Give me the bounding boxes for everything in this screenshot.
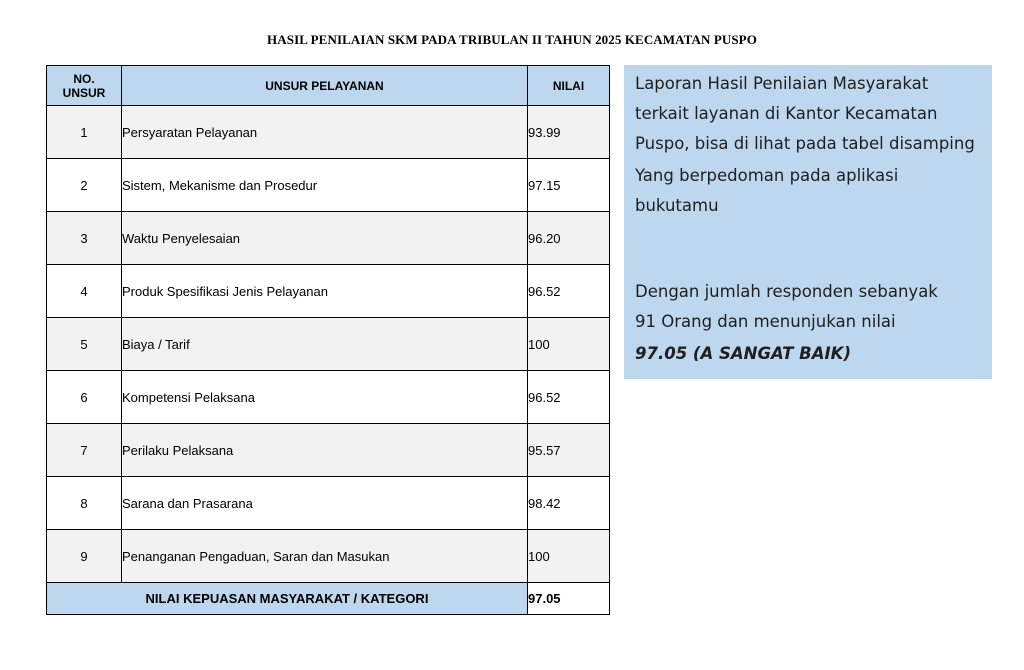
row-no: 2 — [47, 159, 122, 212]
table-row — [47, 212, 610, 265]
row-no: 9 — [47, 530, 122, 583]
row-unsur: Waktu Penyelesaian — [122, 212, 528, 265]
row-nilai: 96.20 — [528, 212, 610, 265]
row-unsur: Produk Spesifikasi Jenis Pelayanan — [122, 265, 528, 318]
summary-paragraph-1 — [635, 69, 992, 159]
row-unsur: Persyaratan Pelayanan — [122, 106, 528, 159]
row-no: 5 — [47, 318, 122, 371]
row-no: 4 — [47, 265, 122, 318]
summary-line-3: Puspo, bisa di lihat pada tabel disamping — [635, 134, 975, 153]
table-row — [47, 265, 610, 318]
summary-line-2: terkait layanan di Kantor Kecamatan — [635, 104, 938, 123]
row-no: 6 — [47, 371, 122, 424]
table-footer-row — [47, 583, 610, 615]
row-no: 7 — [47, 424, 122, 477]
summary-line-1: Laporan Hasil Penilaian Masyarakat — [635, 74, 929, 93]
header-no-line2: UNSUR — [62, 85, 106, 100]
table-row — [47, 424, 610, 477]
table-row — [47, 159, 610, 212]
row-nilai: 96.52 — [528, 371, 610, 424]
row-nilai: 93.99 — [528, 106, 610, 159]
table-row — [47, 530, 610, 583]
table-row — [47, 477, 610, 530]
row-nilai: 100 — [528, 530, 610, 583]
row-no: 3 — [47, 212, 122, 265]
row-unsur: Sistem, Mekanisme dan Prosedur — [122, 159, 528, 212]
summary-line-6: Dengan jumlah responden sebanyak — [635, 282, 938, 301]
summary-box — [624, 65, 992, 379]
header-no-line1: NO. — [73, 71, 95, 86]
summary-line-5: bukutamu — [635, 196, 719, 215]
table-header-row — [47, 66, 610, 106]
row-unsur: Perilaku Pelaksana — [122, 424, 528, 477]
header-nilai: NILAI — [528, 66, 610, 106]
footer-label: NILAI KEPUASAN MASYARAKAT / KATEGORI — [47, 583, 528, 615]
header-unsur-pelayanan: UNSUR PELAYANAN — [122, 66, 528, 106]
row-nilai: 100 — [528, 318, 610, 371]
row-nilai: 96.52 — [528, 265, 610, 318]
row-nilai: 98.42 — [528, 477, 610, 530]
skm-results-table — [46, 65, 610, 615]
table-row — [47, 371, 610, 424]
document-title: HASIL PENILAIAN SKM PADA TRIBULAN II TAHUN 2025 KECAMATAN PUSPO — [267, 32, 757, 47]
summary-score: 97.05 (A SANGAT BAIK) — [635, 344, 851, 363]
table-row — [47, 318, 610, 371]
table-row — [47, 106, 610, 159]
row-unsur: Biaya / Tarif — [122, 318, 528, 371]
summary-paragraph-3 — [635, 277, 992, 337]
row-no: 1 — [47, 106, 122, 159]
row-no: 8 — [47, 477, 122, 530]
summary-line-4: Yang berpedoman pada aplikasi — [635, 166, 899, 185]
row-unsur: Kompetensi Pelaksana — [122, 371, 528, 424]
row-unsur: Penanganan Pengaduan, Saran dan Masukan — [122, 530, 528, 583]
footer-value: 97.05 — [528, 583, 610, 615]
row-nilai: 95.57 — [528, 424, 610, 477]
summary-paragraph-2 — [635, 161, 992, 221]
row-unsur: Sarana dan Prasarana — [122, 477, 528, 530]
header-no-unsur — [47, 66, 122, 106]
row-nilai: 97.15 — [528, 159, 610, 212]
summary-line-7: 91 Orang dan menunjukan nilai — [635, 312, 896, 331]
